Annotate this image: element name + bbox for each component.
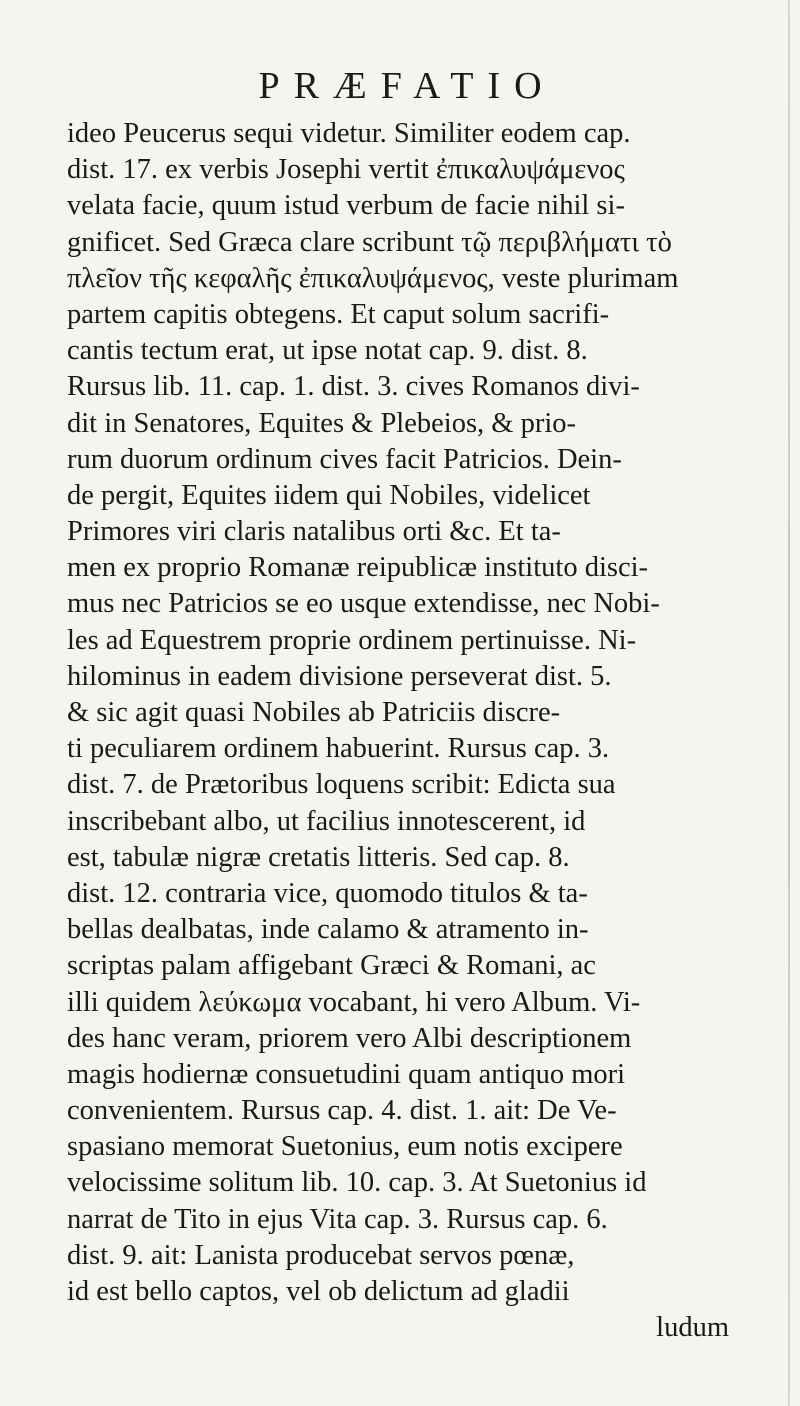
text-line: cantis tectum erat, ut ipse notat cap. 9. dist. 8. — [67, 335, 588, 367]
text-line: men ex proprio Romanæ reipublicæ instituto disci- — [67, 552, 649, 584]
text-line: ti peculiarem ordinem habuerint. Rursus cap. 3. — [67, 733, 610, 765]
text-line: ideo Peucerus sequi videtur. Similiter eodem cap. — [67, 118, 631, 149]
text-line: partem capitis obtegens. Et caput solum sacrifi- — [67, 298, 610, 330]
text-line: id est bello captos, vel ob delictum ad gladii — [67, 1276, 570, 1307]
text-line: des hanc veram, priorem vero Albi descriptionem — [67, 1022, 632, 1054]
text-line: gnificet. Sed Græca clare scribunt τῷ περιβλήματι τὸ — [67, 226, 672, 258]
text-line: illi quidem λεύκωμα vocabant, hi vero Album. Vi- — [67, 986, 641, 1018]
text-line: est, tabulæ nigræ cretatis litteris. Sed cap. 8. — [67, 841, 570, 873]
text-line: dist. 12. contraria vice, quomodo titulos & ta- — [67, 877, 588, 909]
text-line: & sic agit quasi Nobiles ab Patriciis discre- — [67, 697, 561, 728]
text-line: convenientem. Rursus cap. 4. dist. 1. ait: De Ve- — [67, 1095, 617, 1127]
text-line: scriptas palam affigebant Græci & Romani, ac — [67, 950, 596, 982]
text-line: ludum — [656, 1312, 729, 1344]
text-line: inscribebant albo, ut facilius innotescerent, id — [67, 805, 586, 837]
text-line: Primores viri claris natalibus orti &c. Et ta- — [67, 516, 561, 548]
text-line: spasiano memorat Suetonius, eum notis excipere — [67, 1131, 623, 1163]
text-line: magis hodiernæ consuetudini quam antiquo mori — [67, 1058, 626, 1090]
text-line: Rursus lib. 11. cap. 1. dist. 3. cives Romanos divi- — [67, 371, 640, 403]
text-line: velocissime solitum lib. 10. cap. 3. At Suetonius id — [67, 1167, 647, 1199]
text-line: πλεῖον τῆς κεφαλῆς ἐπικαλυψάμενος, veste plurimam — [67, 262, 679, 294]
text-line: velata facie, quum istud verbum de facie nihil si- — [67, 190, 625, 222]
text-line: mus nec Patricios se eo usque extendisse, nec Nobi- — [67, 588, 660, 620]
text-line: dist. 9. ait: Lanista producebat servos pœnæ, — [67, 1239, 575, 1271]
page-header: PRÆFATIO — [258, 65, 556, 107]
body-text — [67, 116, 767, 1346]
text-line: narrat de Tito in ejus Vita cap. 3. Rursus cap. 6. — [67, 1203, 608, 1235]
text-line: de pergit, Equites iidem qui Nobiles, videlicet — [67, 479, 591, 511]
text-line: bellas dealbatas, inde calamo & atramento in- — [67, 914, 589, 946]
text-line: rum duorum ordinum cives facit Patricios. Dein- — [67, 443, 622, 475]
text-line: dist. 17. ex verbis Josephi vertit ἐπικαλυψάμενος — [67, 154, 625, 186]
page-edge — [788, 0, 790, 1406]
text-line: dit in Senatores, Equites & Plebeios, & prio- — [67, 407, 576, 439]
text-line: les ad Equestrem proprie ordinem pertinuisse. Ni- — [67, 624, 637, 656]
text-line: dist. 7. de Prætoribus loquens scribit: Edicta sua — [67, 769, 616, 801]
text-line: hilominus in eadem divisione perseverat dist. 5. — [67, 660, 612, 692]
